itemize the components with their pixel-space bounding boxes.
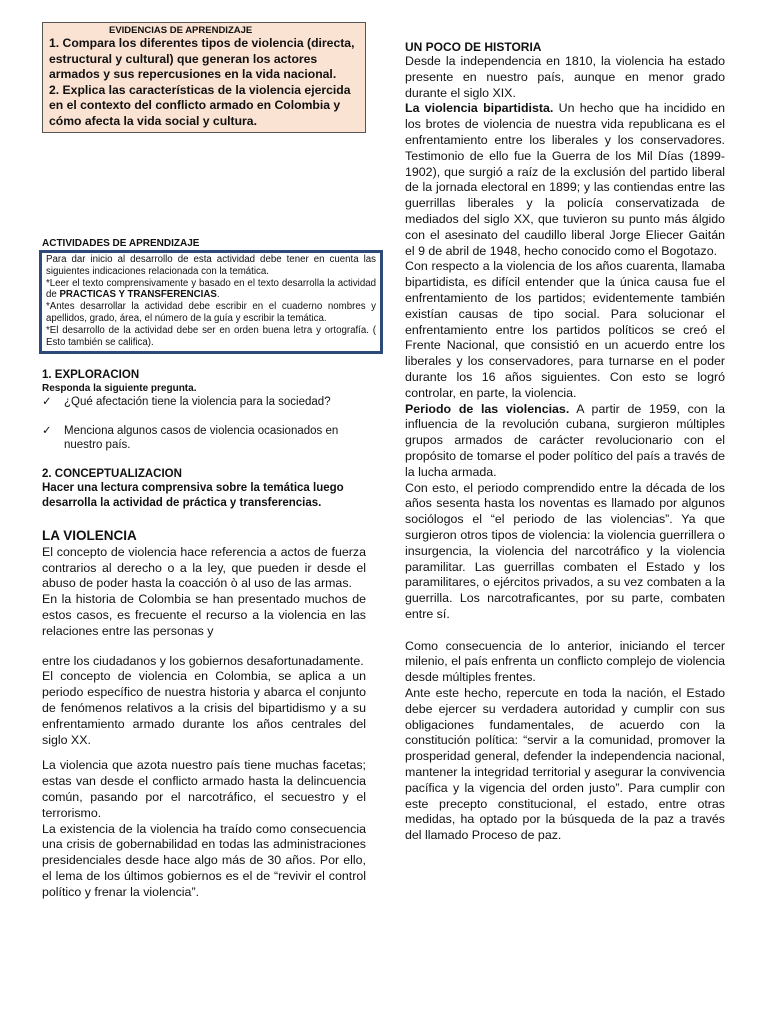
conceptualizacion-section [42,467,366,511]
historia-p2-body: Un hecho que ha incidido en los brotes de violencia de nuestra vida republicana es el enfrentamiento entre los liberales y los conservadores. Testimonio de ello fue la Guerra de los Mil Días (1899-1902), que surgió a raíz de la exclusión del partido liberal de la jornada electoral en 1899; y las contiendas entre las guerrillas liberales y la policía conservatizada de mediados del siglo XX, que tuvieron su punto más álgido con el asesinato del caudillo liberal Jorge Eliecer Gaitán el 9 de abril de 1948, hecho conocido como el Bogotazo. [405,101,725,258]
actividades-p2 [46,278,376,302]
checkmark-icon: ✓ [42,424,52,437]
evidencias-item-2: 2. Explica las características de la violencia ejercida en el contexto del conflicto armado en Colombia y cómo afecta la vida social y cultura. [49,82,351,128]
actividades-p4: *El desarrollo de la actividad debe ser en orden buena letra y ortografía. ( Esto también se califica). [46,324,376,348]
actividades-p2-text: *Leer el texto comprensivamente y basado en el texto desarrolla la actividad de [46,277,376,301]
historia-p4-body: A partir de 1959, con la influencia de la revolución cubana, surgieron múltiples grupos armados de carácter revolucionario con el propósito de tomarse el poder político del país a través de la lucha armada. [405,401,725,479]
exploracion-section [42,368,366,453]
historia-p1: Desde la independencia en 1810, la violencia ha estado presente en nuestro país, aunque en menor grado durante el siglo XIX. [405,54,725,100]
violencia-p1: El concepto de violencia hace referencia a actos de fuerza contrarios al derecho o a la ley, que pueden ir desde el abuso de poder hasta la coacción ò al uso de las armas. [42,544,366,591]
checkmark-icon: ✓ [42,396,52,409]
actividades-box [39,250,383,354]
violencia-p6: La existencia de la violencia ha traído como consecuencia una crisis de gobernabilidad en todas las administraciones presidenciales desde hace algo más de 30 años. Por ello, el lema de los últimos gobiernos es el de “revivir el control político y frenar la violencia”. [42,821,366,899]
violencia-section [42,527,366,901]
actividades-p2-end: . [216,289,220,301]
exploracion-title: 1. EXPLORACION [42,369,140,382]
evidencias-item-1: 1. Compara los diferentes tipos de violencia (directa, estructural y cultural) que generan los actores armados y sus repercusiones en la vida nacional. [49,36,355,81]
actividades-title: ACTIVIDADES DE APRENDIZAJE [42,238,200,249]
evidencias-box [42,22,366,133]
historia-p5: Con esto, el periodo comprendido entre la década de los años sesenta hasta los noventas es llamado por algunos sociólogos el “el periodo de las violencias”. Ya que surgieron otros tipos de violencia: la violencia guerrillera o insurgencia, la violencia del narcotráfico y la violencia paramilitar. Las guerrillas combaten el Estado y los paramilitares, o ejércitos privados, a su vez combaten a la guerrilla. Los narcotraficantes, por su parte, combaten entre sí. [405,480,725,621]
exploracion-item-1: ¿Qué afectación tiene la violencia para la sociedad? [64,396,331,409]
historia-p7: Ante este hecho, repercute en toda la nación, el Estado debe ejercer su verdadera autoridad y cumplir con sus obligaciones fundamentales, de acuerdo con la constitución política: “servir a la comunidad, promover la prosperidad general, defender la independencia nacional, mantener la integridad territorial y asegurar la convivencia pacífica y la vigencia del orden justo”. Para cumplir con este precepto constitucional, el estado, entre otras medidas, ha optado por la búsqueda de la paz a través del llamado Proceso de paz. [405,686,725,843]
conceptualizacion-text: Hacer una lectura comprensiva sobre la temática luego desarrolla la actividad de práctica y transferencias. [42,481,344,509]
list-item [42,395,366,410]
right-column [405,40,725,844]
historia-p6: Como consecuencia de lo anterior, iniciando el tercer milenio, el país enfrenta un conflicto complejo de violencia desde múltiples frentes. [405,638,725,685]
historia-p2 [405,101,725,259]
left-column [42,22,376,901]
conceptualizacion-title: 2. CONCEPTUALIZACION [42,467,182,480]
violencia-p4: El concepto de violencia en Colombia, se aplica a un periodo específico de nuestra historia y abarca el conjunto de fenómenos relativos a la crisis del bipartidismo y a su enfrentamiento armado durante los años centrales del siglo XX. [42,669,366,747]
violencia-p5: La violencia que azota nuestro país tiene muchas facetas; estas van desde el conflicto armado hasta la delincuencia común, pasando por el narcotráfico, el secuestro y el terrorismo. [42,758,366,820]
list-item [42,424,366,453]
actividades-p3: *Antes desarrollar la actividad debe escribir en el cuaderno nombres y apellidos, grado, área, el número de la guía y escribir la temática. [46,301,376,324]
exploracion-subtitle: Responda la siguiente pregunta. [42,383,197,395]
historia-p4 [405,402,725,481]
exploracion-item-2: Menciona algunos casos de violencia ocasionados en nuestro país. [64,424,339,452]
historia-p4-heading: Periodo de las violencias. [405,401,570,416]
historia-p3: Con respecto a la violencia de los años cuarenta, llamaba bipartidista, es difícil entender que la única causa fue el enfrentamiento de los partidos; evidentemente también existían causas de tipo social. Para solucionar el enfrentamiento entre los partidos políticos se creó el Frente Nacional, que consistió en un acuerdo entre los liberales y los conservadores, para turnarse en el poder durante los 16 años siguientes. Con esto se logró controlar, en parte, la violencia. [405,259,725,400]
violencia-title: LA VIOLENCIA [42,527,137,543]
violencia-p3: entre los ciudadanos y los gobiernos desafortunadamente. [42,653,364,668]
historia-title: UN POCO DE HISTORIA [405,40,542,54]
actividades-p2-bold: PRACTICAS Y TRANSFERENCIAS [59,289,217,301]
violencia-p2: En la historia de Colombia se han presentado muchos de estos casos, es frecuente el recurso a la violencia en las relaciones entre las personas y [42,592,366,638]
historia-p2-heading: La violencia bipartidista. [405,101,554,116]
actividades-p1: Para dar inicio al desarrollo de esta actividad debe tener en cuenta las siguientes indicaciones relacionada con la temática. [46,254,376,277]
evidencias-title: EVIDENCIAS DE APRENDIZAJE [109,25,253,36]
